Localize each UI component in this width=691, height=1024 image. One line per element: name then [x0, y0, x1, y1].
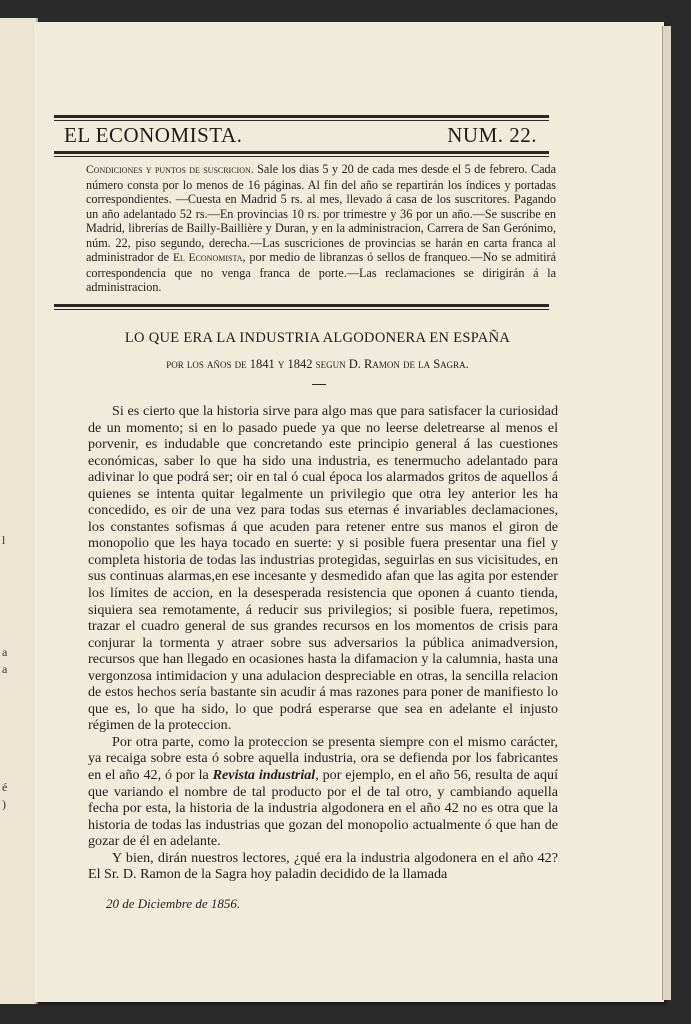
article-paragraph: Y bien, dirán nuestros lectores, ¿qué era la industria algodonera en el año 42? El Sr. D. Ramon de la Sagra hoy paladin decidido de la llamada [88, 849, 558, 883]
issue-number: NUM. 22. [447, 123, 537, 147]
conditions-label: Condiciones y puntos de suscricion. [86, 164, 254, 176]
facing-page-fragment: é [2, 780, 8, 794]
masthead-bottom-rule [54, 151, 549, 157]
title-dash [312, 384, 326, 385]
conditions-text-1: Sale los dias 5 y 20 de cada mes desde el 5 de febrero. Cada número consta por lo menos de 16 páginas. Al fin del año se repartirán los índices y portadas correspondientes. —Cuesta en Madrid 5 rs. al mes, llevado á casa de los suscritores. Pagando un año adelantado 52 rs.—En provincias 10 rs. por trimestre y 36 por un año.—Se suscribe en Madrid, librerías de Bailly-Baillière y Duran, y en la administracion, Carrera de San Gerónimo, núm. 22, piso segundo, derecha.—Las suscriciones de provincias se harán en carta franca al administrador de [86, 162, 556, 265]
masthead-top-rule [54, 115, 549, 121]
conditions-publication-name: El Economista [172, 252, 243, 265]
facing-page-fragment: ) [2, 797, 6, 811]
facing-page-edge [0, 18, 38, 1004]
article-paragraph: Por otra parte, como la proteccion se presenta siempre con el mismo carácter, ya recaiga sobre esta ó sobre aquella industria, ora se defienda por los fabricantes en el año 42, ó por la Revista industrial, por ejemplo, en el año 56, resulta de aquí que variando el nombre de tal producto por el de tal otro, y cambiando aquella fecha por esta, la historia de la industria algodonera en el año 42 no es otra que la historia de todas las industrias que gozan del monopolio actualmente ó que han de gozar de él en adelante. [88, 733, 558, 850]
article-body [88, 403, 558, 883]
masthead [54, 123, 549, 153]
masthead-title: EL ECONOMISTA. [64, 123, 243, 147]
subscription-conditions [86, 162, 556, 295]
article-paragraph: Si es cierto que la historia sirve para algo mas que para satisfacer la curiosidad de un momento; si en lo pasado puede ya que no leerse deletrearse al menos el porvenir, es indudable que concretando este principio general á las cuestiones económicas, saber lo que ha sido una industria, es tenermucho adelantado para adivinar lo que podrá ser; oir en tal ó cual época los alarmados gritos de aquellos á quienes se intenta quitar legalmente un privilegio que otra ley anterior les ha concedido, es oir de una vez para todas sus eternas é invariables declamaciones, los constantes sofismas á que acuden para retener entre sus manos el giron de monopolio que les haya tocado en suerte: y si posible fuera presentar una fiel y completa historia de todas las industrias protegidas, seguirlas en sus vicisitudes, en sus continuas alarmas,en ese incesante y desmedido afan que las agita por estender los límites de accion, en la desesperada resistencia que oponen á cuanto tienda, siquiera sea remotamente, á reducir sus privilegios; si posible fuera, repetimos, trazar el cuadro general de sus grandes recursos en los momentos de crisis para conjurar la tormenta y atraer sobre sus adversarios la pública animadversion, recursos que han llegado en ocasiones hasta la difamacion y la calumnia, hasta una vergonzosa intimidacion y una adulacion despreciable en otras, la sencilla relacion de estos hechos sería bastante sin acudir á mas razones para poner de manifiesto lo que es, lo que ha sido, lo que podrá esperarse que sea en adelante el injusto régimen de la proteccion. [88, 403, 558, 734]
publication-reference: Revista industrial [212, 767, 316, 784]
article-subtitle: por los años de 1841 y 1842 segun D. Ramon de la Sagra. [166, 357, 469, 371]
page-edge [662, 26, 671, 1000]
facing-page-fragment: l [2, 533, 6, 547]
issue-date: 20 de Diciembre de 1856. [106, 896, 241, 911]
conditions-text-2: , por medio de libranzas ó sellos de franqueo.—No se admitirá correspondencia que no venga franca de porte.—Las reclamaciones se dirigirán á la administracion. [86, 250, 556, 295]
facing-page-fragment: a [2, 645, 8, 659]
conditions-bottom-rule [54, 304, 549, 310]
article-title: LO QUE ERA LA INDUSTRIA ALGODONERA EN ESPAÑA [124, 330, 511, 346]
facing-page-fragment: a [2, 662, 8, 676]
